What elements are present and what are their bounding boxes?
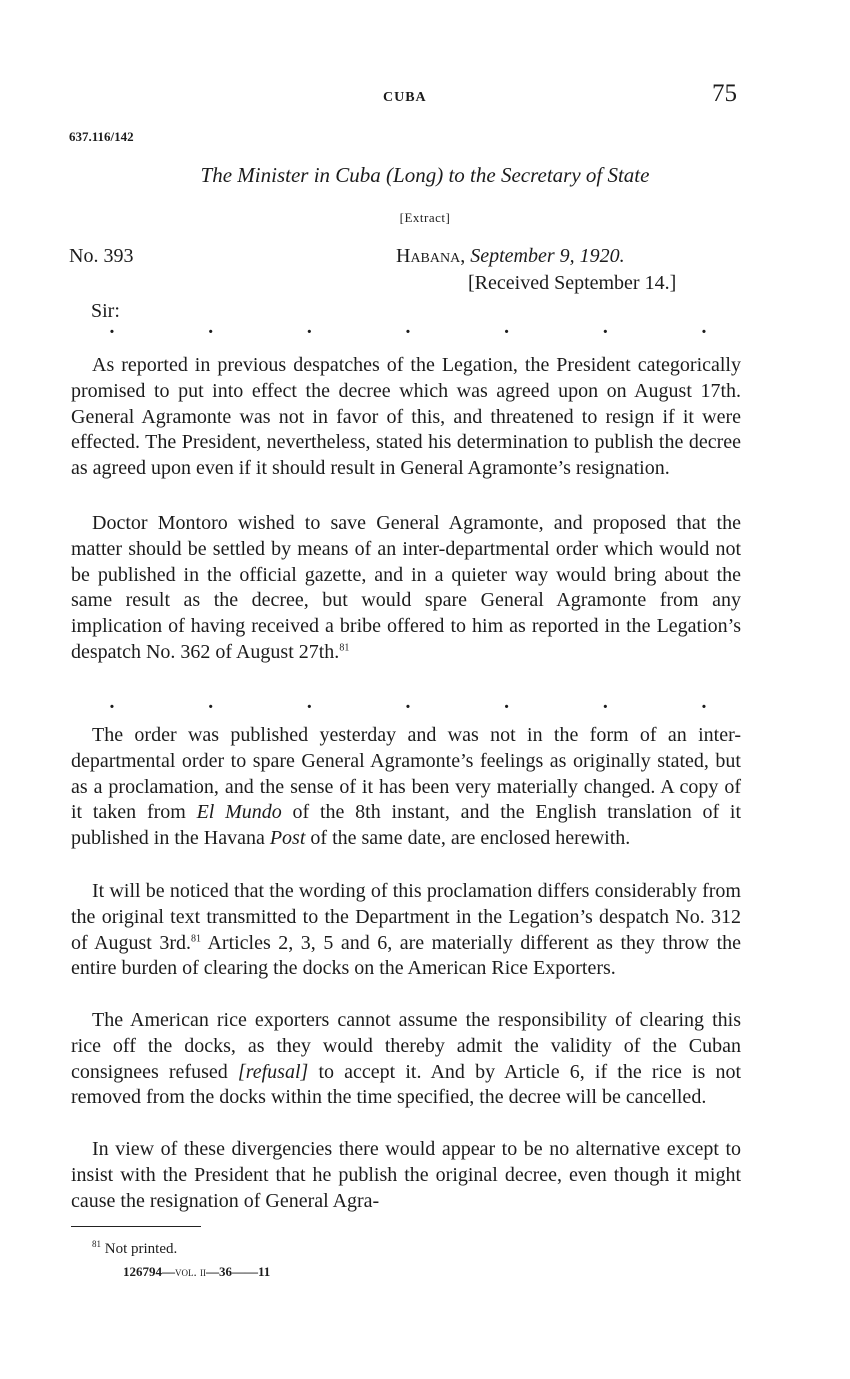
paragraph-3-text-c: of the same date, are enclosed herewith. xyxy=(305,827,631,850)
ellipsis-dot: · xyxy=(503,321,510,343)
title-part-1: The Minister in Cuba xyxy=(200,163,387,187)
paragraph-3-text-a: The order was published yesterday and was not in the form of an inter-departmental order to spare General Agramonte’s feelings as originally stated, but as a proclamation, and the sense of it has been very materially changed. A copy of it taken from xyxy=(71,724,741,824)
omission-ellipsis xyxy=(108,696,708,718)
dateline-place: Habana, xyxy=(396,245,466,267)
paragraph-1: As reported in previous despatches of the Legation, the President categorically promised to put into effect the decree which was agreed upon on August 17th. General Agramonte was not in favor of this, and threatened to resign if it were effected. The President, nevertheless, stated his determination to publish the decree as agreed upon even if it should result in General Agramonte’s resignation. xyxy=(71,354,741,480)
title-part-2: (Long) xyxy=(386,163,444,187)
ellipsis-dot: · xyxy=(108,321,116,343)
running-head: CUBA xyxy=(383,90,427,105)
ellipsis-dot: · xyxy=(700,696,708,718)
footnote-text: Not printed. xyxy=(104,1241,178,1257)
ellipsis-dot: · xyxy=(207,696,214,718)
ellipsis-dot: · xyxy=(503,696,510,718)
dateline-date: September 9, 1920. xyxy=(470,245,625,267)
footnote-reference: 81 xyxy=(191,932,202,944)
paragraph-4-text-a: It will be noticed that the wording of this proclamation differs considerably from the original text transmitted to the Department in the Legation’s despatch No. 312 of August 3rd. xyxy=(71,880,741,954)
paragraph-2-text: Doctor Montoro wished to save General Agramonte, and proposed that the matter should be settled by means of an inter-departmental order which would not be published in the official gazette, and in a quieter way would bring about the same result as the decree, but would spare General Agramonte from any implication of having received a bribe offered to him as reported in the Legation’s despatch No. 362 of August 27th. xyxy=(71,512,741,663)
ellipsis-dot: · xyxy=(305,696,313,718)
dateline xyxy=(396,245,625,268)
document-title xyxy=(0,163,850,188)
ellipsis-dot: · xyxy=(404,696,412,718)
newspaper-title: El Mundo xyxy=(196,801,282,824)
printer-code xyxy=(123,1264,270,1280)
salutation: Sir: xyxy=(91,300,120,322)
paragraph-5-text-a: The American rice exporters cannot assume the responsibility of clearing this rice off the docks, as they would thereby admit the validity of the Cuban consignees refused xyxy=(71,1009,741,1083)
ellipsis-dot: · xyxy=(601,696,609,718)
ellipsis-dot: · xyxy=(108,696,116,718)
footnote xyxy=(92,1239,177,1258)
ellipsis-dot: · xyxy=(305,321,313,343)
printer-code-c: —36——11 xyxy=(206,1264,271,1279)
ellipsis-dot: · xyxy=(601,321,609,343)
paragraph-3-text-b: of the 8th instant, and the English translation of it published in the Havana xyxy=(71,801,741,850)
paragraph-4 xyxy=(71,879,741,982)
paragraph-5-text-b: to accept it. And by Article 6, if the rice is not removed from the docks within the time specified, the decree will be cancelled. xyxy=(71,1060,741,1109)
printer-code-volume: vol. ii xyxy=(175,1264,206,1279)
footnote-divider xyxy=(71,1226,201,1227)
paragraph-5 xyxy=(71,1008,741,1111)
paragraph-6: In view of these divergencies there would appear to be no alternative except to insist with the President that he publish the original decree, even though it might cause the resignation of General Agra- xyxy=(71,1138,741,1212)
paragraph-3 xyxy=(71,723,741,852)
paragraph-4-text-b: Articles 2, 3, 5 and 6, are materially different as they throw the entire burden of clearing the docks on the American Rice Exporters. xyxy=(71,931,742,980)
received-date: [Received September 14.] xyxy=(468,272,677,294)
file-number: 637.116/142 xyxy=(69,129,134,144)
footnote-mark: 81 xyxy=(92,1239,101,1249)
newspaper-title: Post xyxy=(269,827,306,850)
ellipsis-dot: · xyxy=(700,321,708,343)
paragraph-2 xyxy=(71,511,741,666)
editorial-correction: [refusal] xyxy=(237,1060,309,1083)
footnote-reference: 81 xyxy=(339,642,350,654)
printer-code-a: 126794— xyxy=(123,1264,175,1279)
despatch-number: No. 393 xyxy=(69,245,134,267)
ellipsis-dot: · xyxy=(404,321,412,343)
ellipsis-dot: · xyxy=(207,321,214,343)
extract-label: [Extract] xyxy=(399,210,451,225)
title-part-3: to the Secretary of State xyxy=(443,163,650,187)
omission-ellipsis xyxy=(108,321,708,343)
page-number: 75 xyxy=(712,80,737,107)
